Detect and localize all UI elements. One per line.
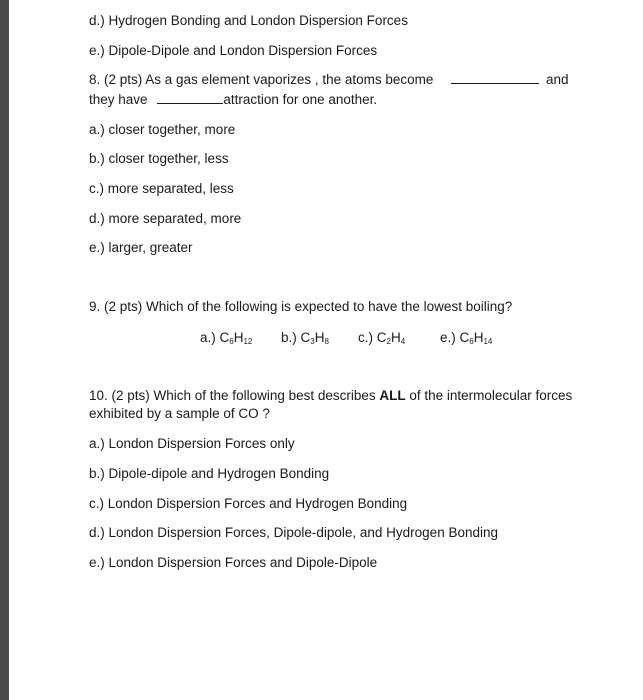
q8-blank-1 [451, 71, 539, 84]
q10-option-b: b.) Dipole-dipole and Hydrogen Bonding [89, 466, 330, 481]
q9-option-b [281, 329, 329, 346]
q8-stem-and: and [546, 72, 569, 87]
q8-option-c: c.) more separated, less [89, 181, 234, 196]
q9-option-a-formula: $C_6H_{12}$ [219, 330, 253, 346]
q8-option-b: b.) closer together, less [89, 151, 229, 166]
q8-stem-text-3: attraction for one another. [223, 92, 378, 107]
prev-option-e: e.) Dipole-Dipole and London Dispersion Forces [89, 43, 378, 58]
q9-option-e [440, 329, 492, 346]
q10-option-e: e.) London Dispersion Forces and Dipole-Dipole [89, 555, 378, 570]
q9-option-c-formula: $C_2H_4$ [376, 330, 406, 346]
q8-stem-line-2 [89, 91, 377, 108]
q9-option-b-label: b.) [281, 330, 301, 345]
q8-option-a: a.) closer together, more [89, 122, 236, 137]
q8-stem-text-1: 8. (2 pts) As a gas element vaporizes , the atoms become [89, 72, 434, 87]
q9-option-a-label: a.) [200, 330, 220, 345]
q10-stem-line-1 [89, 387, 572, 404]
q10-stem-text-1: 10. (2 pts) Which of the following best describes [89, 388, 380, 403]
q8-stem-line-1 [89, 71, 539, 88]
q10-stem-line-2: exhibited by a sample of CO ? [89, 406, 270, 421]
left-edge-bar [0, 0, 9, 700]
q9-option-c-label: c.) [358, 330, 377, 345]
q9-option-c [358, 329, 405, 346]
q8-option-e: e.) larger, greater [89, 240, 193, 255]
q10-stem-bold: ALL [379, 388, 406, 403]
q9-option-a [200, 329, 252, 346]
q10-stem-text-2: of the intermolecular forces [405, 388, 573, 403]
q9-option-e-label: e.) [440, 330, 460, 345]
q10-option-c: c.) London Dispersion Forces and Hydrogen Bonding [89, 496, 408, 511]
q9-option-b-formula: $C_3H_8$ [300, 330, 329, 346]
q8-option-d: d.) more separated, more [89, 211, 242, 226]
q10-option-a: a.) London Dispersion Forces only [89, 436, 295, 451]
q8-blank-2 [157, 91, 223, 104]
q8-stem-text-2: they have [89, 92, 148, 107]
q9-stem: 9. (2 pts) Which of the following is expected to have the lowest boiling? [89, 299, 513, 314]
prev-option-d: d.) Hydrogen Bonding and London Dispersion Forces [89, 13, 408, 28]
q10-option-d: d.) London Dispersion Forces, Dipole-dipole, and Hydrogen Bonding [89, 525, 498, 540]
q9-option-e-formula: $C_6H_{14}$ [459, 330, 493, 346]
